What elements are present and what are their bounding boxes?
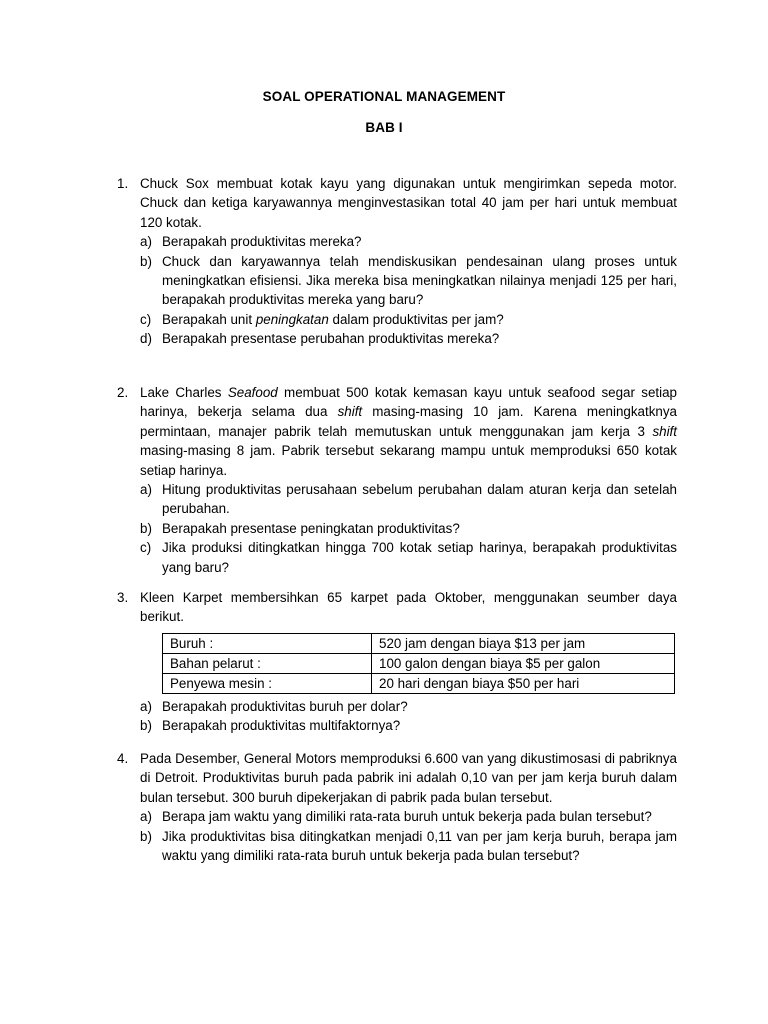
table-cell: 20 hari dengan biaya $50 per hari	[372, 673, 675, 693]
question-text: Kleen Karpet membersihkan 65 karpet pada Oktober, menggunakan seumber daya berikut.	[140, 590, 677, 625]
list-item: d) Berapakah presentase perubahan produktivitas mereka?	[140, 331, 500, 347]
question-number: 4.	[117, 751, 129, 766]
list-item: c) Berapakah unit peningkatan dalam produktivitas per jam?	[140, 311, 504, 327]
table-row	[163, 653, 675, 673]
list-item: b) Jika produktivitas bisa ditingkatkan menjadi 0,11 van per jam kerja buruh, berapa jam waktu yang dimiliki rata-rata buruh untuk bekerja pada bulan tersebut?	[140, 828, 677, 864]
table-cell: Bahan pelarut :	[163, 653, 372, 673]
table-cell: Buruh :	[163, 633, 372, 653]
table-cell: 520 jam dengan biaya $13 per jam	[372, 633, 675, 653]
list-item: c) Jika produksi ditingkatkan hingga 700 kotak setiap harinya, berapakah produktivitas yang baru?	[140, 540, 677, 575]
list-item: a) Berapakah produktivitas mereka?	[140, 234, 362, 250]
list-item: b) Chuck dan karyawannya telah mendiskusikan pendesainan ulang proses untuk meningkatkan efisiensi. Jika mereka bisa meningkatkan nilainya menjadi 125 per hari, berapakah produktivitas mereka yang baru?	[140, 253, 677, 308]
list-item: a) Hitung produktivitas perusahaan sebelum perubahan dalam aturan kerja dan setelah perubahan.	[140, 482, 677, 517]
document-title: SOAL OPERATIONAL MANAGEMENT	[262, 89, 506, 104]
question-text: Chuck Sox membuat kotak kayu yang digunakan untuk mengirimkan sepeda motor. Chuck dan ketiga karyawannya menginvestasikan total 40 jam per hari untuk membuat 120 kotak.	[140, 176, 677, 230]
resource-table	[162, 633, 675, 694]
table-row	[163, 673, 675, 693]
question-text: Lake Charles Seafood membuat 500 kotak kemasan kayu untuk seafood segar setiap harinya, bekerja selama dua shift masing-masing 10 jam. Karena meningkatknya permintaan, manajer pabrik telah memutuskan untuk menggunakan jam kerja 3 shift masing-masing 8 jam. Pabrik tersebut sekarang mampu untuk memproduksi 650 kotak setiap harinya.	[140, 385, 678, 478]
question-text: Pada Desember, General Motors memproduksi 6.600 van yang dikustimosasi di pabriknya di Detroit. Produktivitas buruh pada pabrik ini adalah 0,10 van per jam kerja buruh dalam bulan tersebut. 300 buruh dipekerjakan di pabrik pada bulan tersebut.	[140, 751, 677, 805]
table-cell: Penyewa mesin :	[163, 673, 372, 693]
question-3	[117, 588, 677, 736]
question-number: 2.	[117, 385, 129, 400]
list-item: a) Berapakah produktivitas buruh per dolar?	[140, 698, 408, 714]
list-item: b) Berapakah produktivitas multifaktornya?	[140, 718, 401, 734]
list-item: a) Berapa jam waktu yang dimiliki rata-rata buruh untuk bekerja pada bulan tersebut?	[140, 809, 652, 825]
question-number: 1.	[117, 176, 129, 191]
question-2	[117, 383, 677, 577]
question-4	[117, 749, 677, 865]
italic-term: peningkatan	[255, 311, 329, 327]
document-subtitle: BAB I	[365, 120, 403, 135]
question-1	[117, 174, 677, 349]
question-number: 3.	[117, 590, 129, 605]
list-item: b) Berapakah presentase peningkatan produktivitas?	[140, 520, 460, 536]
table-cell: 100 galon dengan biaya $5 per galon	[372, 653, 675, 673]
table-row	[163, 633, 675, 653]
